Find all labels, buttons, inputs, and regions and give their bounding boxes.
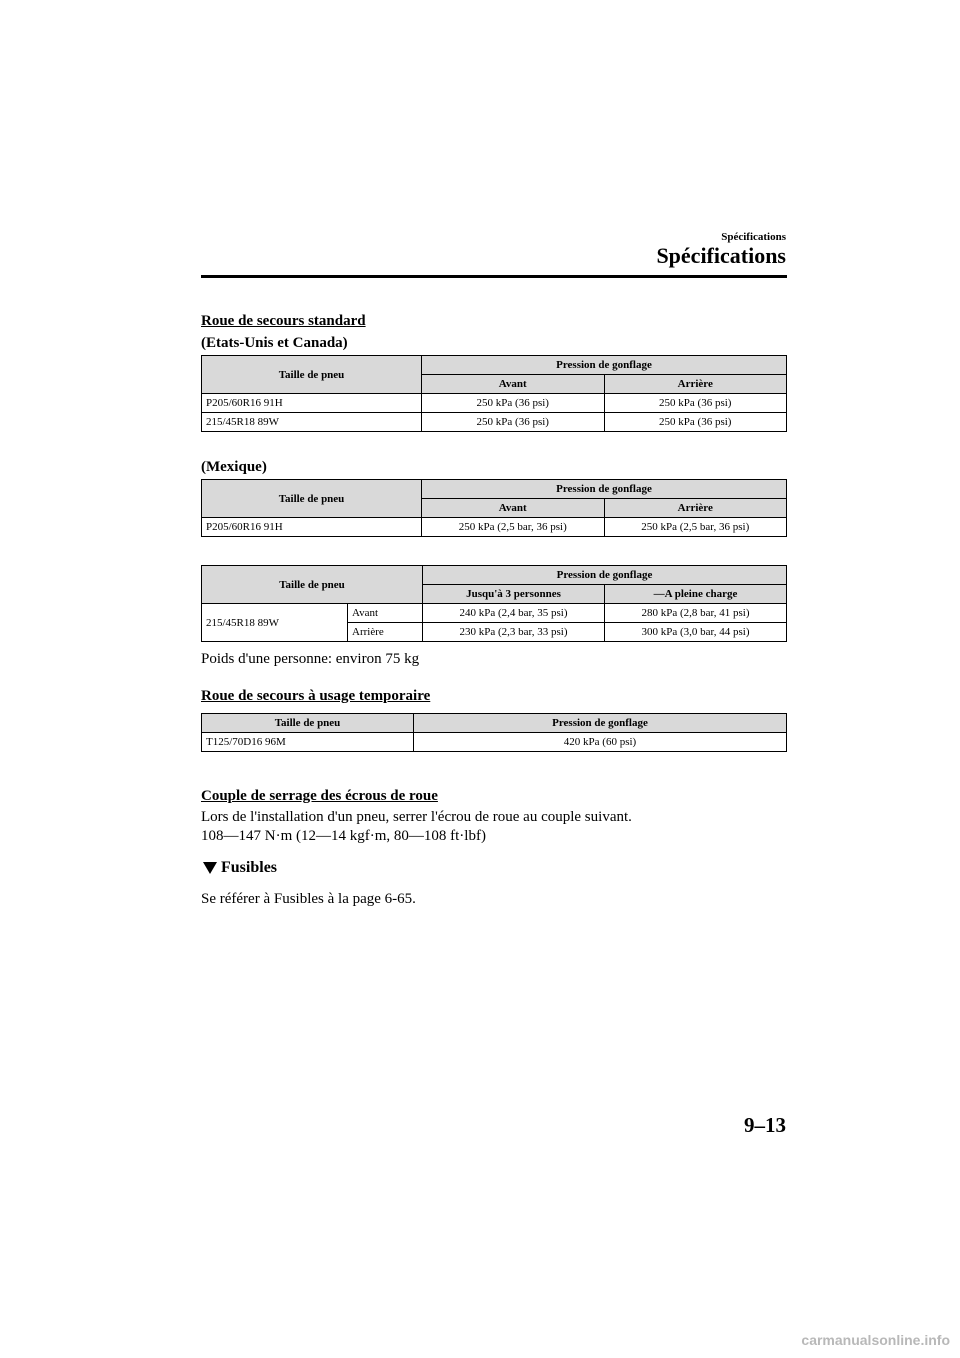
spare-temporary-title: Roue de secours à usage temporaire — [201, 688, 431, 704]
tire-size-cell: 215/45R18 89W — [202, 413, 422, 432]
col-tire-size: Taille de pneu — [202, 714, 414, 733]
us-canada-subtitle: (Etats-Unis et Canada) — [201, 335, 348, 351]
front-pressure-cell: 250 kPa (2,5 bar, 36 psi) — [422, 518, 605, 537]
table-row — [202, 733, 787, 752]
col-inflation-pressure: Pression de gonflage — [422, 356, 787, 375]
col-full-load: —A pleine charge — [605, 585, 787, 604]
person-weight-note: Poids d'une personne: environ 75 kg — [201, 651, 420, 667]
col-tire-size: Taille de pneu — [202, 356, 422, 394]
rear-pressure-cell: 250 kPa (36 psi) — [604, 394, 787, 413]
upto3-pressure-cell: 230 kPa (2,3 bar, 33 psi) — [423, 623, 605, 642]
temporary-spare-table — [201, 713, 787, 752]
fuses-heading — [201, 858, 787, 878]
position-cell: Avant — [348, 604, 423, 623]
table-row — [202, 394, 787, 413]
table-row — [202, 518, 787, 537]
front-pressure-cell: 250 kPa (36 psi) — [422, 394, 605, 413]
table-row — [202, 413, 787, 432]
triangle-down-icon — [203, 862, 217, 874]
tire-size-cell: P205/60R16 91H — [202, 394, 422, 413]
col-up-to-3-persons: Jusqu'à 3 personnes — [423, 585, 605, 604]
full-load-pressure-cell: 300 kPa (3,0 bar, 44 psi) — [605, 623, 787, 642]
header-section-title: Spécifications — [656, 243, 786, 268]
watermark: carmanualsonline.info — [801, 1332, 950, 1348]
mexico-subtitle: (Mexique) — [201, 459, 267, 475]
tire-size-cell: T125/70D16 96M — [202, 733, 414, 752]
header-rule — [201, 275, 787, 278]
col-tire-size: Taille de pneu — [202, 566, 423, 604]
full-load-pressure-cell: 280 kPa (2,8 bar, 41 psi) — [605, 604, 787, 623]
fuses-title: Fusibles — [221, 859, 278, 876]
col-inflation-pressure: Pression de gonflage — [423, 566, 787, 585]
rear-pressure-cell: 250 kPa (2,5 bar, 36 psi) — [604, 518, 787, 537]
us-canada-table — [201, 355, 787, 432]
torque-title: Couple de serrage des écrous de roue — [201, 788, 438, 804]
table-row — [202, 604, 787, 623]
fuses-reference: Se référer à Fusibles à la page 6-65. — [201, 891, 416, 907]
mexico-table — [201, 479, 787, 537]
page-number: 9–13 — [744, 1113, 786, 1137]
col-rear: Arrière — [604, 499, 787, 518]
page-content — [201, 312, 787, 909]
load-pressure-table — [201, 565, 787, 642]
tire-size-cell: 215/45R18 89W — [202, 604, 348, 642]
front-pressure-cell: 250 kPa (36 psi) — [422, 413, 605, 432]
torque-instruction: Lors de l'installation d'un pneu, serrer l'écrou de roue au couple suivant. — [201, 809, 632, 825]
col-front: Avant — [422, 375, 605, 394]
col-tire-size: Taille de pneu — [202, 480, 422, 518]
col-inflation-pressure: Pression de gonflage — [414, 714, 787, 733]
torque-values: 108—147 N·m (12—14 kgf·m, 80—108 ft·lbf) — [201, 828, 486, 844]
header-section-small: Spécifications — [721, 231, 786, 243]
col-inflation-pressure: Pression de gonflage — [422, 480, 787, 499]
upto3-pressure-cell: 240 kPa (2,4 bar, 35 psi) — [423, 604, 605, 623]
col-rear: Arrière — [604, 375, 787, 394]
col-front: Avant — [422, 499, 605, 518]
rear-pressure-cell: 250 kPa (36 psi) — [604, 413, 787, 432]
pressure-cell: 420 kPa (60 psi) — [414, 733, 787, 752]
spare-standard-title: Roue de secours standard — [201, 313, 366, 329]
tire-size-cell: P205/60R16 91H — [202, 518, 422, 537]
position-cell: Arrière — [348, 623, 423, 642]
